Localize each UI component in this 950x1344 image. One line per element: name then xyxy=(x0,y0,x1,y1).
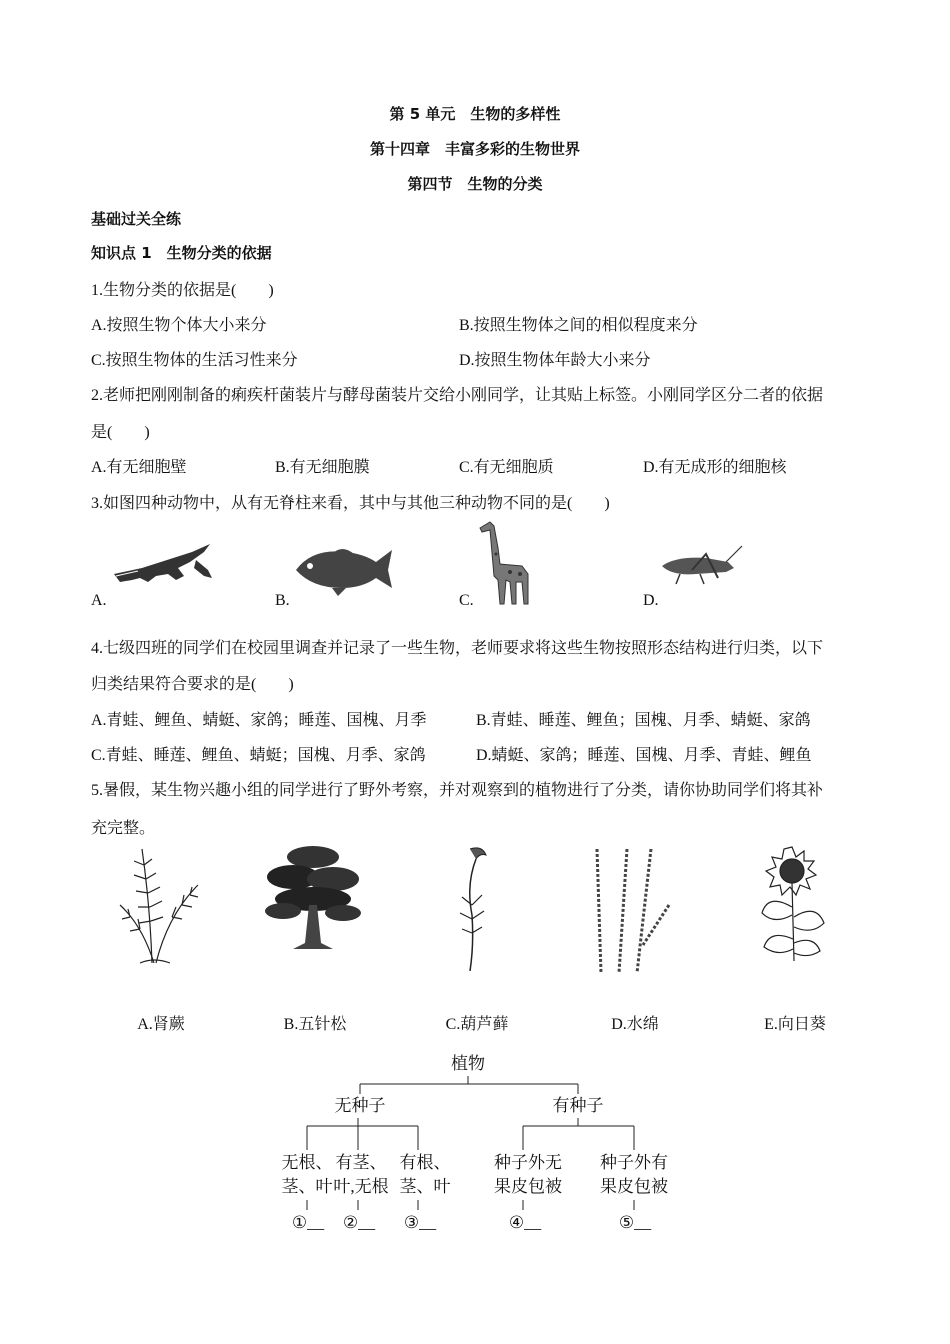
q4-option-b[interactable]: B.青蛙、睡莲、鲤鱼；国槐、月季、蜻蜓、家鸽 xyxy=(476,712,811,729)
answer-blank-4[interactable]: ④__ xyxy=(508,1213,542,1232)
answer-blank-5[interactable]: ⑤__ xyxy=(618,1213,652,1232)
plant-caption-c: C.葫芦藓 xyxy=(445,1016,509,1033)
answer-blank-3[interactable]: ③__ xyxy=(403,1213,437,1232)
tree-leaf-5-line1: 种子外有 xyxy=(600,1153,668,1172)
q5-stem-line2: 充完整。 xyxy=(91,820,156,837)
q3-option-b[interactable]: B. xyxy=(275,592,290,609)
tree-node-seed: 有种子 xyxy=(552,1096,604,1115)
knowledge-point: 知识点 1 生物分类的依据 xyxy=(91,244,272,262)
tree-leaf-2-line1: 有茎、 xyxy=(335,1153,387,1172)
tree-leaf-1-line1: 无根、 xyxy=(281,1153,333,1172)
giraffe-icon xyxy=(476,518,536,608)
q2-option-d[interactable]: D.有无成形的细胞核 xyxy=(643,459,787,476)
pine-tree-icon xyxy=(263,843,363,951)
q1-option-d[interactable]: D.按照生物体年龄大小来分 xyxy=(459,352,651,369)
q4-option-a[interactable]: A.青蛙、鲤鱼、蜻蜓、家鸽；睡莲、国槐、月季 xyxy=(91,712,427,729)
answer-blank-2[interactable]: ②__ xyxy=(342,1213,376,1232)
tree-leaf-1-line2: 茎、叶 xyxy=(281,1177,333,1196)
chapter-title: 第十四章 丰富多彩的生物世界 xyxy=(369,140,580,158)
tree-leaf-5-line2: 果皮包被 xyxy=(600,1177,668,1196)
q4-stem-line1: 4.七级四班的同学们在校园里调查并记录了一些生物，老师要求将这些生物按照形态结构进行归类，以下 xyxy=(91,640,824,657)
plant-caption-d: D.水绵 xyxy=(611,1016,659,1033)
moss-icon xyxy=(452,845,496,975)
q2-option-c[interactable]: C.有无细胞质 xyxy=(459,459,554,476)
fish-icon xyxy=(292,540,394,598)
q1-option-a[interactable]: A.按照生物个体大小来分 xyxy=(91,317,267,334)
tree-node-no-seed: 无种子 xyxy=(334,1096,386,1115)
q5-stem-line1: 5.暑假，某生物兴趣小组的同学进行了野外考察，并对观察到的植物进行了分类，请你协助同学们将其补 xyxy=(91,782,824,799)
q3-option-c[interactable]: C. xyxy=(459,592,474,609)
q4-option-c[interactable]: C.青蛙、睡莲、鲤鱼、蜻蜓；国槐、月季、家鸽 xyxy=(91,747,426,764)
tree-leaf-4-line1: 种子外无 xyxy=(494,1153,562,1172)
q1-option-c[interactable]: C.按照生物体的生活习性来分 xyxy=(91,352,298,369)
tree-leaf-4-line2: 果皮包被 xyxy=(494,1177,562,1196)
section-title: 第四节 生物的分类 xyxy=(407,175,543,193)
q1-stem: 1.生物分类的依据是( ) xyxy=(91,282,274,299)
q4-stem-line2: 归类结果符合要求的是( ) xyxy=(91,676,294,693)
classification-tree-lines xyxy=(0,1050,950,1240)
q2-option-a[interactable]: A.有无细胞壁 xyxy=(91,459,187,476)
tree-leaf-3-line2: 茎、叶 xyxy=(399,1177,451,1196)
crocodile-icon xyxy=(112,538,216,590)
sunflower-icon xyxy=(754,843,830,963)
plant-caption-b: B.五针松 xyxy=(283,1016,347,1033)
answer-blank-1[interactable]: ①__ xyxy=(291,1213,325,1232)
q3-option-d[interactable]: D. xyxy=(643,592,659,609)
plant-caption-e: E.向日葵 xyxy=(764,1016,826,1033)
q2-stem-line1: 2.老师把刚刚制备的痢疾杆菌装片与酵母菌装片交给小刚同学，让其贴上标签。小刚同学区分二者的依据 xyxy=(91,387,824,404)
q3-option-a[interactable]: A. xyxy=(91,592,107,609)
q4-option-d[interactable]: D.蜻蜓、家鸽；睡莲、国槐、月季、青蛙、鲤鱼 xyxy=(476,747,812,764)
tree-leaf-2-line2: 叶,无根 xyxy=(333,1177,389,1196)
unit-title: 第 5 单元 生物的多样性 xyxy=(389,105,561,123)
practice-title: 基础过关全练 xyxy=(91,210,182,228)
q3-stem: 3.如图四种动物中，从有无脊柱来看，其中与其他三种动物不同的是( ) xyxy=(91,495,610,512)
q2-option-b[interactable]: B.有无细胞膜 xyxy=(275,459,370,476)
q2-stem-line2: 是( ) xyxy=(91,424,150,441)
tree-root: 植物 xyxy=(451,1054,485,1073)
tree-leaf-3-line1: 有根、 xyxy=(399,1153,451,1172)
plant-caption-a: A.肾蕨 xyxy=(137,1016,185,1033)
q1-option-b[interactable]: B.按照生物体之间的相似程度来分 xyxy=(459,317,698,334)
spirogyra-icon xyxy=(589,845,685,977)
grasshopper-icon xyxy=(656,544,746,586)
fern-icon xyxy=(112,845,204,969)
